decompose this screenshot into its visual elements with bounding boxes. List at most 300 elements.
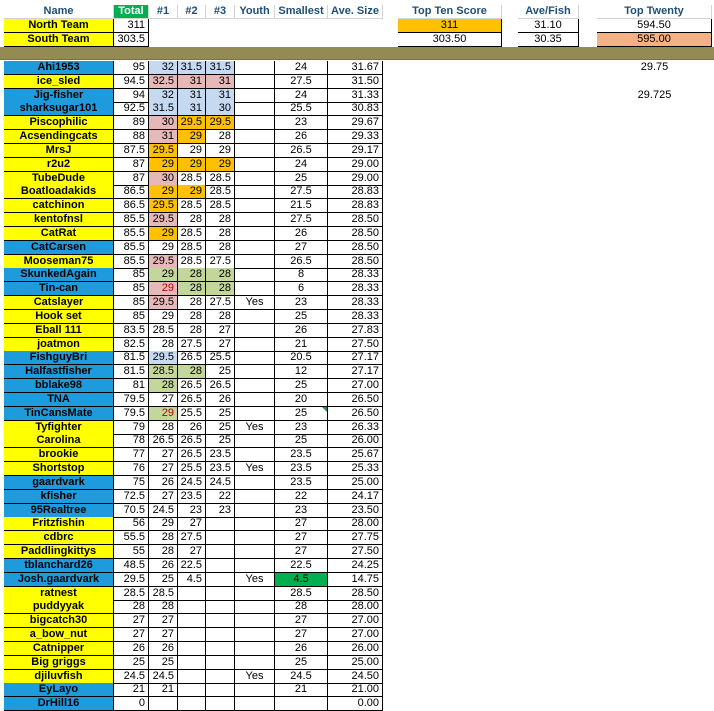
youth-flag[interactable] (235, 407, 275, 421)
fish-3[interactable]: 23.5 (206, 462, 235, 476)
ave-size[interactable]: 31.50 (328, 75, 383, 89)
ave-size[interactable]: 24.25 (328, 559, 383, 573)
col-header-name[interactable]: Name (4, 5, 114, 19)
angler-total[interactable]: 79.5 (114, 393, 149, 407)
youth-flag[interactable] (235, 324, 275, 338)
fish-1[interactable]: 29.5 (149, 213, 178, 227)
smallest-fish[interactable]: 6 (275, 282, 328, 296)
fish-2[interactable] (178, 628, 206, 642)
smallest-fish[interactable]: 26.5 (275, 144, 328, 158)
angler-total[interactable]: 78 (114, 434, 149, 448)
fish-3[interactable] (206, 656, 235, 670)
fish-3[interactable]: 28 (206, 310, 235, 324)
fish-2[interactable]: 29.5 (178, 116, 206, 130)
youth-flag[interactable] (235, 476, 275, 490)
fish-3[interactable]: 28.5 (206, 185, 235, 199)
fish-3[interactable] (206, 614, 235, 628)
angler-total[interactable]: 76 (114, 462, 149, 476)
fish-1[interactable]: 28 (149, 531, 178, 545)
angler-name[interactable]: EyLayo (4, 683, 114, 697)
youth-flag[interactable] (235, 365, 275, 379)
fish-3[interactable] (206, 683, 235, 697)
angler-name[interactable]: TNA (4, 393, 114, 407)
fish-3[interactable]: 31 (206, 75, 235, 89)
fish-1[interactable]: 27 (149, 628, 178, 642)
youth-flag[interactable]: Yes (235, 573, 275, 587)
fish-3[interactable]: 25 (206, 434, 235, 448)
team-ave-fish[interactable]: 30.35 (518, 33, 579, 47)
fish-3[interactable]: 22 (206, 490, 235, 504)
team-ave-fish[interactable]: 31.10 (518, 19, 579, 33)
ave-size[interactable]: 26.33 (328, 421, 383, 435)
fish-3[interactable]: 27 (206, 338, 235, 352)
angler-total[interactable]: 29.5 (114, 573, 149, 587)
smallest-fish[interactable]: 24 (275, 158, 328, 172)
ave-size[interactable]: 28.00 (328, 517, 383, 531)
fish-2[interactable]: 29 (178, 185, 206, 199)
ave-size[interactable]: 28.33 (328, 296, 383, 310)
youth-flag[interactable] (235, 338, 275, 352)
fish-2[interactable]: 31 (178, 102, 206, 116)
angler-name[interactable]: MrsJ (4, 144, 114, 158)
ave-size[interactable]: 25.00 (328, 476, 383, 490)
fish-1[interactable]: 26 (149, 476, 178, 490)
angler-name[interactable]: kfisher (4, 490, 114, 504)
fish-3[interactable] (206, 697, 235, 711)
smallest-fish[interactable]: 20.5 (275, 351, 328, 365)
ave-size[interactable]: 28.50 (328, 213, 383, 227)
fish-1[interactable]: 29.5 (149, 351, 178, 365)
fish-1[interactable]: 31.5 (149, 102, 178, 116)
fish-3[interactable]: 25 (206, 365, 235, 379)
fish-3[interactable]: 28 (206, 241, 235, 255)
fish-2[interactable] (178, 614, 206, 628)
team-total[interactable]: 311 (114, 19, 149, 33)
fish-2[interactable] (178, 683, 206, 697)
fish-3[interactable]: 27 (206, 324, 235, 338)
angler-name[interactable]: FishguyBri (4, 351, 114, 365)
ave-size[interactable]: 25.67 (328, 448, 383, 462)
fish-1[interactable]: 27 (149, 614, 178, 628)
fish-2[interactable] (178, 587, 206, 601)
smallest-fish[interactable]: 27 (275, 545, 328, 559)
youth-flag[interactable]: Yes (235, 296, 275, 310)
angler-total[interactable]: 94.5 (114, 75, 149, 89)
youth-flag[interactable] (235, 282, 275, 296)
angler-name[interactable]: cdbrc (4, 531, 114, 545)
smallest-fish[interactable] (275, 697, 328, 711)
angler-name[interactable]: Shortstop (4, 462, 114, 476)
angler-name[interactable]: r2u2 (4, 158, 114, 172)
smallest-fish[interactable]: 23 (275, 421, 328, 435)
fish-2[interactable]: 28 (178, 310, 206, 324)
fish-1[interactable]: 29.5 (149, 296, 178, 310)
fish-2[interactable]: 29 (178, 158, 206, 172)
angler-total[interactable]: 0 (114, 697, 149, 711)
ave-size[interactable]: 28.83 (328, 185, 383, 199)
ave-size[interactable]: 25.33 (328, 462, 383, 476)
youth-flag[interactable] (235, 61, 275, 75)
col-header-3[interactable]: #3 (206, 5, 235, 19)
fish-3[interactable]: 28 (206, 213, 235, 227)
smallest-fish[interactable]: 23.5 (275, 448, 328, 462)
fish-3[interactable]: 28.5 (206, 199, 235, 213)
fish-2[interactable]: 25.5 (178, 462, 206, 476)
fish-3[interactable] (206, 559, 235, 573)
fish-1[interactable]: 29 (149, 310, 178, 324)
team-top-twenty[interactable]: 594.50 (597, 19, 712, 33)
smallest-fish[interactable]: 22 (275, 490, 328, 504)
angler-total[interactable]: 85 (114, 310, 149, 324)
fish-1[interactable]: 29.5 (149, 199, 178, 213)
smallest-fish[interactable]: 4.5 (275, 573, 328, 587)
fish-2[interactable]: 28.5 (178, 199, 206, 213)
fish-1[interactable]: 28.5 (149, 587, 178, 601)
fish-1[interactable] (149, 697, 178, 711)
fish-1[interactable]: 28 (149, 421, 178, 435)
fish-1[interactable]: 27 (149, 490, 178, 504)
youth-flag[interactable] (235, 683, 275, 697)
ave-size[interactable]: 21.00 (328, 683, 383, 697)
fish-3[interactable]: 26 (206, 393, 235, 407)
angler-name[interactable]: Boatloadakids (4, 185, 114, 199)
angler-name[interactable]: Fritzfishin (4, 517, 114, 531)
smallest-fish[interactable]: 8 (275, 268, 328, 282)
fish-3[interactable] (206, 642, 235, 656)
angler-total[interactable]: 77 (114, 448, 149, 462)
fish-3[interactable]: 25 (206, 407, 235, 421)
angler-total[interactable]: 72.5 (114, 490, 149, 504)
ave-size[interactable]: 27.17 (328, 351, 383, 365)
angler-total[interactable]: 28.5 (114, 587, 149, 601)
fish-3[interactable]: 25.5 (206, 351, 235, 365)
angler-name[interactable]: puddyyak (4, 600, 114, 614)
ave-size[interactable]: 29.67 (328, 116, 383, 130)
angler-name[interactable]: TinCansMate (4, 407, 114, 421)
fish-2[interactable]: 28.5 (178, 172, 206, 186)
youth-flag[interactable] (235, 628, 275, 642)
smallest-fish[interactable]: 24.5 (275, 670, 328, 684)
youth-flag[interactable] (235, 351, 275, 365)
ave-size[interactable]: 28.50 (328, 255, 383, 269)
ave-size[interactable]: 28.33 (328, 282, 383, 296)
team-name[interactable]: North Team (4, 19, 114, 33)
ave-size[interactable]: 14.75 (328, 573, 383, 587)
angler-total[interactable]: 87.5 (114, 144, 149, 158)
fish-1[interactable]: 28 (149, 338, 178, 352)
smallest-fish[interactable]: 21.5 (275, 199, 328, 213)
fish-3[interactable]: 28 (206, 282, 235, 296)
angler-total[interactable]: 21 (114, 683, 149, 697)
youth-flag[interactable] (235, 600, 275, 614)
fish-1[interactable]: 29 (149, 185, 178, 199)
smallest-fish[interactable]: 23.5 (275, 462, 328, 476)
smallest-fish[interactable]: 23.5 (275, 476, 328, 490)
youth-flag[interactable] (235, 434, 275, 448)
fish-2[interactable]: 26.5 (178, 351, 206, 365)
angler-total[interactable]: 85 (114, 296, 149, 310)
angler-total[interactable]: 75 (114, 476, 149, 490)
youth-flag[interactable] (235, 490, 275, 504)
youth-flag[interactable] (235, 158, 275, 172)
fish-2[interactable]: 27 (178, 545, 206, 559)
angler-total[interactable]: 28 (114, 600, 149, 614)
col-header-total[interactable]: Total (114, 5, 149, 19)
angler-name[interactable]: SkunkedAgain (4, 268, 114, 282)
fish-3[interactable]: 28 (206, 268, 235, 282)
fish-3[interactable] (206, 670, 235, 684)
youth-flag[interactable]: Yes (235, 462, 275, 476)
smallest-fish[interactable]: 28.5 (275, 587, 328, 601)
fish-3[interactable]: 28.5 (206, 172, 235, 186)
angler-total[interactable]: 48.5 (114, 559, 149, 573)
fish-3[interactable]: 23.5 (206, 448, 235, 462)
youth-flag[interactable] (235, 241, 275, 255)
fish-1[interactable]: 30 (149, 172, 178, 186)
fish-1[interactable]: 21 (149, 683, 178, 697)
ave-size[interactable]: 28.50 (328, 241, 383, 255)
smallest-fish[interactable]: 26 (275, 324, 328, 338)
fish-2[interactable]: 29 (178, 130, 206, 144)
angler-name[interactable]: Jig-fisher (4, 89, 114, 103)
fish-3[interactable]: 29 (206, 144, 235, 158)
angler-name[interactable]: Halfastfisher (4, 365, 114, 379)
fish-1[interactable]: 28 (149, 379, 178, 393)
fish-2[interactable]: 31 (178, 75, 206, 89)
fish-2[interactable] (178, 600, 206, 614)
angler-total[interactable]: 79 (114, 421, 149, 435)
fish-2[interactable]: 4.5 (178, 573, 206, 587)
fish-1[interactable]: 25 (149, 656, 178, 670)
youth-flag[interactable] (235, 531, 275, 545)
angler-total[interactable]: 85.5 (114, 241, 149, 255)
ave-size[interactable]: 25.00 (328, 656, 383, 670)
fish-2[interactable]: 28 (178, 324, 206, 338)
youth-flag[interactable] (235, 255, 275, 269)
angler-name[interactable]: TubeDude (4, 172, 114, 186)
fish-3[interactable]: 31.5 (206, 61, 235, 75)
fish-2[interactable]: 27 (178, 517, 206, 531)
fish-1[interactable]: 29 (149, 282, 178, 296)
ave-size[interactable]: 28.33 (328, 268, 383, 282)
angler-name[interactable]: Acsendingcats (4, 130, 114, 144)
angler-total[interactable]: 81.5 (114, 351, 149, 365)
youth-flag[interactable] (235, 199, 275, 213)
smallest-fish[interactable]: 27.5 (275, 185, 328, 199)
angler-total[interactable]: 81 (114, 379, 149, 393)
comment-indicator-icon[interactable] (322, 407, 327, 412)
fish-3[interactable]: 29.5 (206, 116, 235, 130)
angler-name[interactable]: CatCarsen (4, 241, 114, 255)
smallest-fish[interactable]: 25 (275, 310, 328, 324)
smallest-fish[interactable]: 28 (275, 600, 328, 614)
smallest-fish[interactable]: 26 (275, 227, 328, 241)
angler-name[interactable]: Ahi1953 (4, 61, 114, 75)
fish-1[interactable]: 28.5 (149, 324, 178, 338)
youth-flag[interactable] (235, 656, 275, 670)
ave-size[interactable]: 0.00 (328, 697, 383, 711)
fish-3[interactable]: 25 (206, 421, 235, 435)
ave-size[interactable]: 27.50 (328, 338, 383, 352)
angler-name[interactable]: kentofnsl (4, 213, 114, 227)
side-value[interactable]: 29.725 (637, 89, 672, 101)
ave-size[interactable]: 27.75 (328, 531, 383, 545)
smallest-fish[interactable]: 26.5 (275, 255, 328, 269)
angler-total[interactable]: 25 (114, 656, 149, 670)
angler-total[interactable]: 70.5 (114, 504, 149, 518)
fish-1[interactable]: 29 (149, 407, 178, 421)
fish-1[interactable]: 24.5 (149, 670, 178, 684)
team-total[interactable]: 303.5 (114, 33, 149, 47)
angler-total[interactable]: 26 (114, 642, 149, 656)
ave-size[interactable]: 28.50 (328, 587, 383, 601)
smallest-fish[interactable]: 23 (275, 116, 328, 130)
angler-name[interactable]: sharksugar101 (4, 102, 114, 116)
smallest-fish[interactable]: 26 (275, 130, 328, 144)
ave-size[interactable]: 27.50 (328, 545, 383, 559)
ave-size[interactable]: 29.17 (328, 144, 383, 158)
fish-1[interactable]: 27 (149, 393, 178, 407)
angler-total[interactable]: 94 (114, 89, 149, 103)
fish-2[interactable]: 29 (178, 144, 206, 158)
fish-2[interactable]: 26.5 (178, 448, 206, 462)
fish-3[interactable] (206, 517, 235, 531)
fish-1[interactable]: 27 (149, 448, 178, 462)
youth-flag[interactable] (235, 642, 275, 656)
fish-1[interactable]: 30 (149, 116, 178, 130)
angler-name[interactable]: Paddlingkittys (4, 545, 114, 559)
fish-3[interactable] (206, 587, 235, 601)
smallest-fish[interactable]: 25 (275, 172, 328, 186)
fish-1[interactable]: 28 (149, 600, 178, 614)
ave-fish-header[interactable]: Ave/Fish (518, 5, 579, 19)
smallest-fish[interactable]: 23 (275, 504, 328, 518)
fish-3[interactable]: 29 (206, 158, 235, 172)
angler-name[interactable]: djiluvfish (4, 670, 114, 684)
fish-3[interactable] (206, 531, 235, 545)
angler-total[interactable]: 79.5 (114, 407, 149, 421)
angler-name[interactable]: Piscophilic (4, 116, 114, 130)
angler-name[interactable]: brookie (4, 448, 114, 462)
fish-2[interactable]: 28 (178, 365, 206, 379)
ave-size[interactable]: 30.83 (328, 102, 383, 116)
fish-2[interactable]: 22.5 (178, 559, 206, 573)
fish-3[interactable]: 30 (206, 102, 235, 116)
smallest-fish[interactable]: 20 (275, 393, 328, 407)
ave-size[interactable]: 27.00 (328, 379, 383, 393)
fish-1[interactable]: 32 (149, 89, 178, 103)
youth-flag[interactable] (235, 545, 275, 559)
fish-2[interactable]: 23.5 (178, 490, 206, 504)
smallest-fish[interactable]: 21 (275, 683, 328, 697)
fish-2[interactable]: 24.5 (178, 476, 206, 490)
angler-name[interactable]: Tin-can (4, 282, 114, 296)
smallest-fish[interactable]: 24 (275, 61, 328, 75)
youth-flag[interactable] (235, 517, 275, 531)
angler-name[interactable]: bigcatch30 (4, 614, 114, 628)
ave-size[interactable]: 26.00 (328, 642, 383, 656)
youth-flag[interactable] (235, 213, 275, 227)
fish-3[interactable] (206, 600, 235, 614)
youth-flag[interactable] (235, 697, 275, 711)
angler-total[interactable]: 85 (114, 282, 149, 296)
smallest-fish[interactable]: 23 (275, 296, 328, 310)
angler-name[interactable]: a_bow_nut (4, 628, 114, 642)
ave-size[interactable]: 31.67 (328, 61, 383, 75)
side-value[interactable]: 29.75 (640, 61, 669, 73)
youth-flag[interactable] (235, 89, 275, 103)
fish-2[interactable]: 28.5 (178, 227, 206, 241)
smallest-fish[interactable]: 26 (275, 642, 328, 656)
fish-3[interactable]: 27.5 (206, 296, 235, 310)
angler-name[interactable]: Tyfighter (4, 421, 114, 435)
fish-2[interactable]: 25.5 (178, 407, 206, 421)
ave-size[interactable]: 29.00 (328, 172, 383, 186)
ave-size[interactable]: 23.50 (328, 504, 383, 518)
ave-size[interactable]: 24.17 (328, 490, 383, 504)
angler-total[interactable]: 85.5 (114, 213, 149, 227)
angler-name[interactable]: DrHill16 (4, 697, 114, 711)
col-header-2[interactable]: #2 (178, 5, 206, 19)
angler-name[interactable]: tblanchard26 (4, 559, 114, 573)
angler-total[interactable]: 86.5 (114, 185, 149, 199)
fish-1[interactable]: 29.5 (149, 255, 178, 269)
angler-name[interactable]: joatmon (4, 338, 114, 352)
fish-2[interactable]: 28 (178, 296, 206, 310)
fish-3[interactable]: 28 (206, 227, 235, 241)
fish-1[interactable]: 26.5 (149, 434, 178, 448)
youth-flag[interactable] (235, 614, 275, 628)
angler-name[interactable]: ice_sled (4, 75, 114, 89)
fish-1[interactable]: 29 (149, 158, 178, 172)
youth-flag[interactable] (235, 448, 275, 462)
ave-size[interactable]: 27.00 (328, 614, 383, 628)
angler-total[interactable]: 27 (114, 628, 149, 642)
col-header-1[interactable]: #1 (149, 5, 178, 19)
fish-1[interactable]: 27 (149, 462, 178, 476)
youth-flag[interactable] (235, 504, 275, 518)
ave-size[interactable]: 27.17 (328, 365, 383, 379)
fish-1[interactable]: 24.5 (149, 504, 178, 518)
youth-flag[interactable] (235, 227, 275, 241)
top-ten-header[interactable]: Top Ten Score (398, 5, 502, 19)
fish-2[interactable]: 27.5 (178, 531, 206, 545)
smallest-fish[interactable]: 25.5 (275, 102, 328, 116)
ave-size[interactable]: 26.50 (328, 393, 383, 407)
fish-2[interactable]: 27.5 (178, 338, 206, 352)
smallest-fish[interactable]: 27 (275, 628, 328, 642)
angler-total[interactable]: 55.5 (114, 531, 149, 545)
angler-total[interactable]: 95 (114, 61, 149, 75)
youth-flag[interactable] (235, 185, 275, 199)
angler-total[interactable]: 27 (114, 614, 149, 628)
fish-1[interactable]: 29.5 (149, 144, 178, 158)
smallest-fish[interactable]: 27 (275, 241, 328, 255)
angler-total[interactable]: 85.5 (114, 255, 149, 269)
fish-1[interactable]: 32 (149, 61, 178, 75)
angler-name[interactable]: catchinon (4, 199, 114, 213)
smallest-fish[interactable]: 27.5 (275, 75, 328, 89)
youth-flag[interactable] (235, 130, 275, 144)
fish-1[interactable]: 29 (149, 227, 178, 241)
ave-size[interactable]: 28.50 (328, 227, 383, 241)
fish-1[interactable]: 25 (149, 573, 178, 587)
angler-total[interactable]: 83.5 (114, 324, 149, 338)
fish-2[interactable]: 28.5 (178, 241, 206, 255)
fish-2[interactable] (178, 642, 206, 656)
angler-total[interactable]: 82.5 (114, 338, 149, 352)
smallest-fish[interactable]: 27.5 (275, 213, 328, 227)
